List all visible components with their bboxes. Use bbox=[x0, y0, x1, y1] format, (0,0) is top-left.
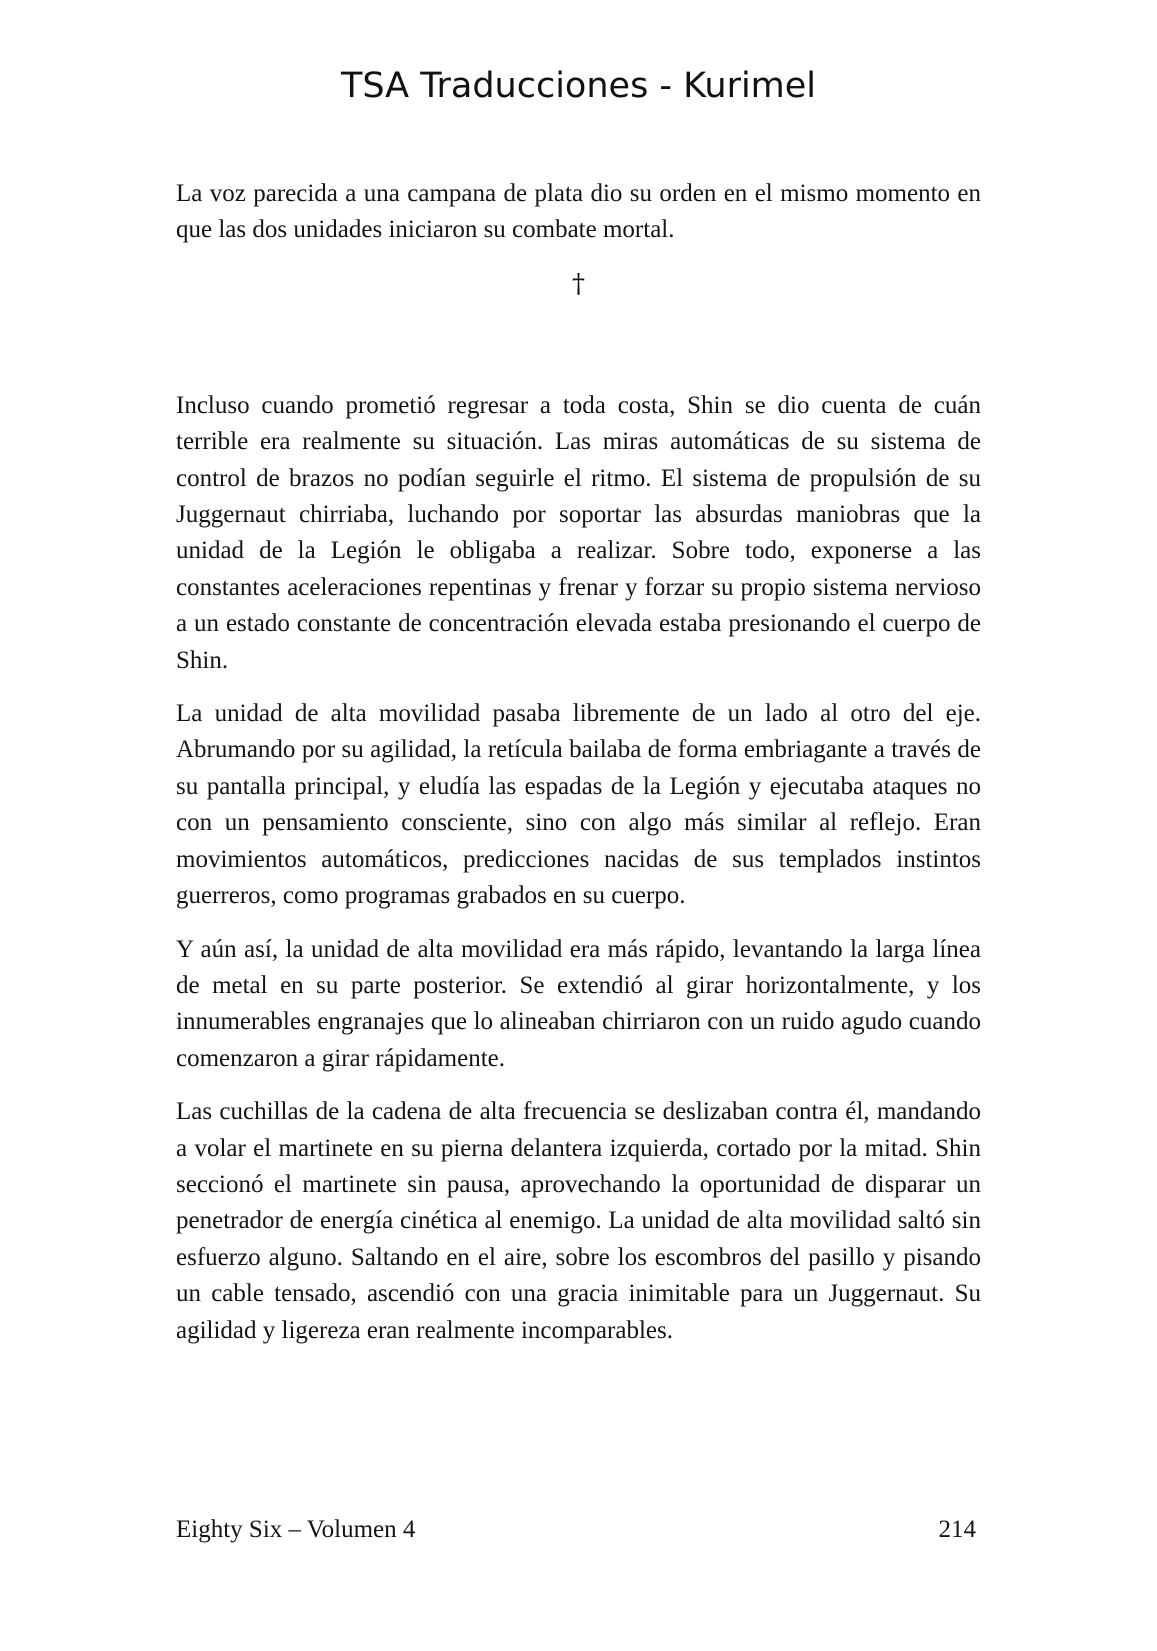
paragraph-2: Incluso cuando prometió regresar a toda costa, Shin se dio cuenta de cuán terrible era realmente su situación. Las miras automáticas de su sistema de control de brazos no podían seguirle el ritmo. El sistema de propulsión de su Juggernaut chirriaba, luchando por soportar las absurdas maniobras que la unidad de la Legión le obligaba a realizar. Sobre todo, exponerse a las constantes aceleraciones repentinas y frenar y forzar su propio sistema nervioso a un estado constante de concentración elevada estaba presionando el cuerpo de Shin. bbox=[176, 391, 981, 674]
paragraph-1: La voz parecida a una campana de plata dio su orden en el mismo momento en que las dos unidades iniciaron su combate mortal. bbox=[176, 180, 981, 244]
paragraph-5: Las cuchillas de la cadena de alta frecuencia se deslizaban contra él, mandando a volar el martinete en su pierna delantera izquierda, cortado por la mitad. Shin seccionó el martinete sin pausa, aprovechando la oportunidad de disparar un penetrador de energía cinética al enemigo. La unidad de alta movilidad saltó sin esfuerzo alguno. Saltando en el aire, sobre los escombros del pasillo y pisando un cable tensado, ascendió con una gracia inimitable para un Juggernaut. Su agilidad y ligereza eran realmente incomparables. bbox=[176, 1098, 981, 1344]
paragraph-3: La unidad de alta movilidad pasaba libremente de un lado al otro del eje. Abrumando por su agilidad, la retícula bailaba de forma embriagante a través de su pantalla principal, y eludía las espadas de la Legión y ejecutaba ataques no con un pensamiento consciente, sino con algo más similar al reflejo. Eran movimientos automáticos, predicciones nacidas de sus templados instintos guerreros, como programas grabados en su cuerpo. bbox=[176, 700, 981, 910]
page-header-title: TSA Traducciones - Kurimel bbox=[340, 66, 817, 106]
footer-book-title: Eighty Six – Volumen 4 bbox=[176, 1516, 416, 1543]
footer-page-number: 214 bbox=[938, 1516, 976, 1543]
section-separator-dagger: † bbox=[572, 268, 585, 299]
body-text bbox=[176, 176, 981, 1366]
paragraph-4: Y aún así, la unidad de alta movilidad era más rápido, levantando la larga línea de metal en su parte posterior. Se extendió al girar horizontalmente, y los innumerables engranajes que lo alineaban chirriaron con un ruido agudo cuando comenzaron a girar rápidamente. bbox=[176, 935, 981, 1072]
